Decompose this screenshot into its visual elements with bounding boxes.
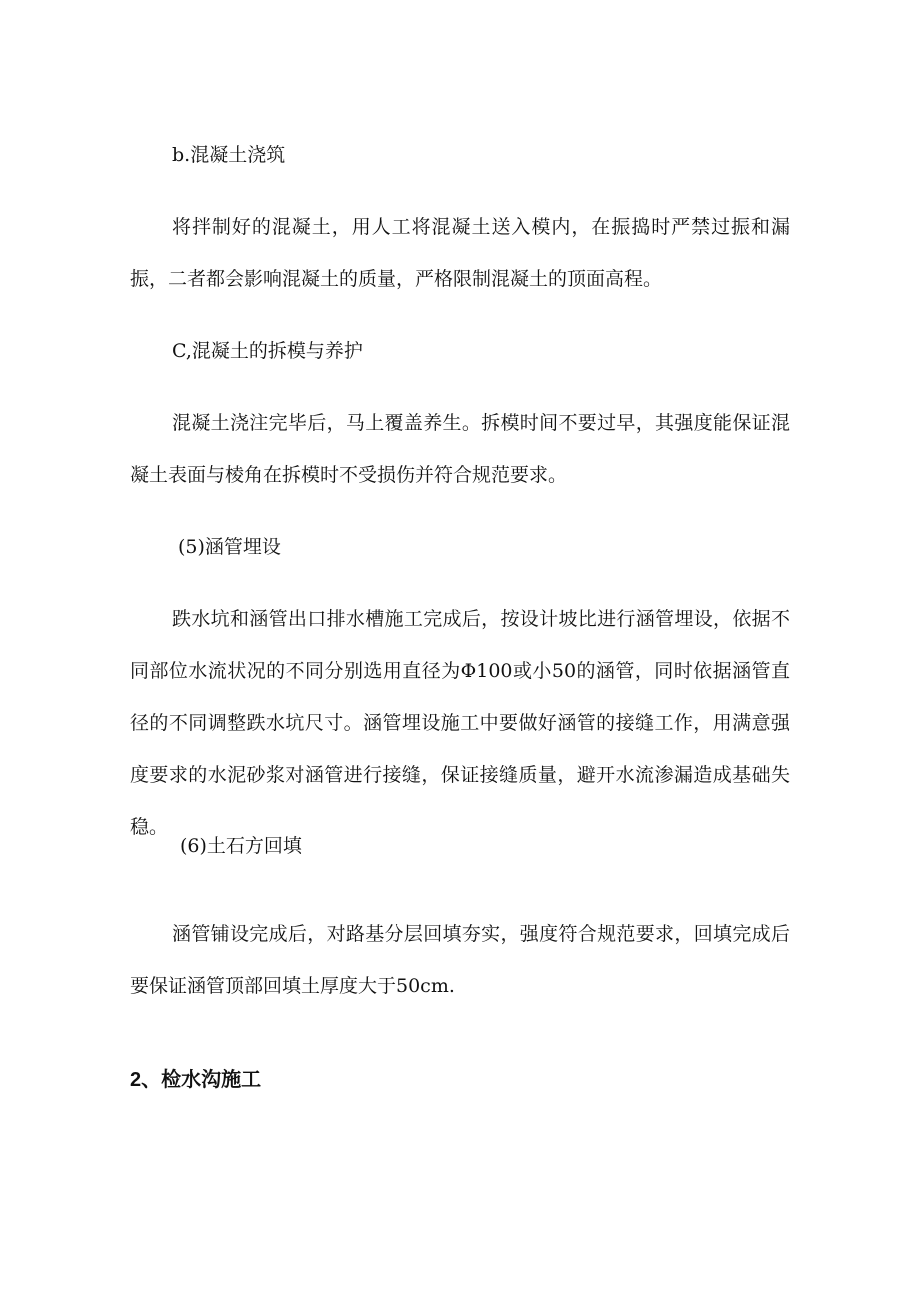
paragraph-culvert-burial: 跌水坑和涵管出口排水槽施工完成后，按设计坡比进行涵管埋设，依据不同部位水流状况的不同分别选用直径为Φ100或小50的涵管，同时依据涵管直径的不同调整跌水坑尺寸。涵管埋设施工中要做好涵管的接缝工作，用满意强度要求的水泥砂浆对涵管进行接缝，保证接缝质量，避开水流渗漏造成基础失稳。 <box>130 608 790 838</box>
paragraph-earthwork-backfill: 涵管铺设完成后，对路基分层回填夯实，强度符合规范要求，回填完成后要保证涵管顶部回填土厚度大于50cm. <box>130 923 790 997</box>
subheading-earthwork-backfill: (6)土石方回填 <box>180 835 302 857</box>
subheading-culvert-burial: (5)涵管埋设 <box>178 536 281 558</box>
section-heading-drainage-ditch: 2、检水沟施工 <box>130 1069 262 1091</box>
subheading-concrete-pouring: b.混凝土浇筑 <box>172 144 286 166</box>
subheading-formwork-removal-curing: C,混凝土的拆模与养护 <box>172 340 363 362</box>
paragraph-formwork-removal-curing: 混凝土浇注完毕后，马上覆盖养生。拆模时间不要过早，其强度能保证混凝土表面与棱角在拆模时不受损伤并符合规范要求。 <box>130 412 790 486</box>
paragraph-concrete-pouring: 将拌制好的混凝土，用人工将混凝土送入模内，在振捣时严禁过振和漏振，二者都会影响混凝土的质量，严格限制混凝土的顶面高程。 <box>130 216 790 290</box>
